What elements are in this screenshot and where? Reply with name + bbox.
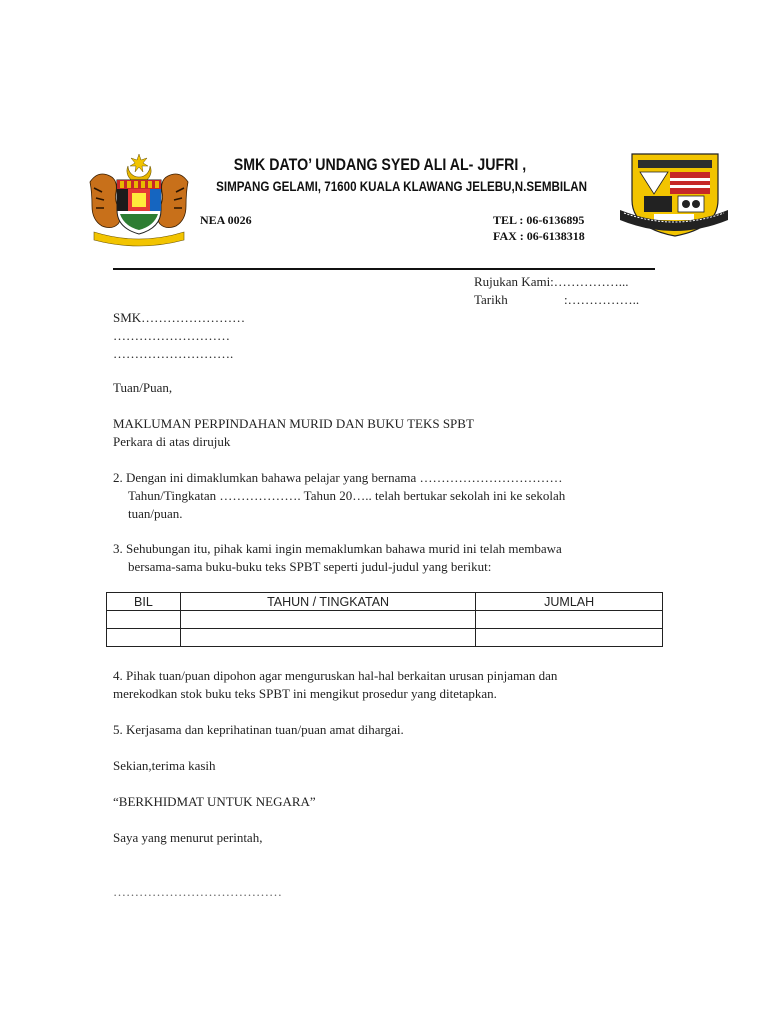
table-header-row — [107, 593, 663, 611]
school-address: SIMPANG GELAMI, 71600 KUALA KLAWANG JELEBU,N.SEMBILAN — [216, 179, 588, 194]
school-code: NEA 0026 — [200, 213, 252, 227]
rujukan-kami: Rujukan Kami:……………... — [474, 274, 629, 289]
table-cell — [180, 629, 475, 647]
paragraph-4-line-1: 4. Pihak tuan/puan dipohon agar menguruskan hal-hal berkaitan urusan pinjaman dan — [113, 668, 558, 683]
table-cell — [180, 611, 475, 629]
table-cell — [107, 629, 181, 647]
letter-subject: MAKLUMAN PERPINDAHAN MURID DAN BUKU TEKS SPBT — [113, 416, 474, 431]
closing-line: Sekian,terima kasih — [113, 758, 216, 773]
perkara-line: Perkara di atas dirujuk — [113, 434, 231, 449]
recipient-line-3: ………………………. — [113, 346, 234, 361]
table-cell — [476, 611, 663, 629]
paragraph-4-line-2: merekodkan stok buku teks SPBT ini mengikut prosedur yang ditetapkan. — [113, 686, 497, 701]
book-table — [106, 592, 663, 647]
paragraph-2-line-2: Tahun/Tingkatan ………………. Tahun 20….. telah bertukar sekolah ini ke sekolah — [128, 488, 566, 503]
salutation: Tuan/Puan, — [113, 380, 173, 395]
school-name: SMK DATO’ UNDANG SYED ALI AL- JUFRI , — [233, 156, 527, 174]
recipient-line-1: SMK…………………… — [113, 310, 246, 325]
paragraph-3-line-1: 3. Sehubungan itu, pihak kami ingin memaklumkan bahawa murid ini telah membawa — [113, 541, 562, 556]
recipient-line-2: ……………………… — [113, 328, 230, 343]
paragraph-5: 5. Kerjasama dan keprihatinan tuan/puan amat dihargai. — [113, 722, 404, 737]
coat-of-arms-logo — [84, 152, 194, 247]
table-row — [107, 629, 663, 647]
motto: “BERKHIDMAT UNTUK NEGARA” — [113, 794, 316, 809]
school-fax: FAX : 06-6138318 — [493, 229, 585, 243]
header-divider — [113, 268, 655, 270]
paragraph-3-line-2: bersama-sama buku-buku teks SPBT seperti judul-judul yang berikut: — [128, 559, 492, 574]
table-header-bil: BIL — [107, 593, 181, 611]
paragraph-2-line-1: 2. Dengan ini dimaklumkan bahawa pelajar yang bernama …………………………… — [113, 470, 563, 485]
school-badge-logo — [618, 150, 730, 242]
paragraph-2-line-3: tuan/puan. — [128, 506, 183, 521]
signature-line: ………………………………… — [113, 884, 282, 899]
tarikh-value: :…………….. — [564, 292, 640, 307]
table-header-tahun: TAHUN / TINGKATAN — [180, 593, 475, 611]
school-tel: TEL : 06-6136895 — [493, 213, 585, 227]
table-cell — [107, 611, 181, 629]
table-header-jumlah: JUMLAH — [476, 593, 663, 611]
tarikh-label: Tarikh — [474, 292, 508, 307]
table-row — [107, 611, 663, 629]
table-cell — [476, 629, 663, 647]
sign-off: Saya yang menurut perintah, — [113, 830, 263, 845]
